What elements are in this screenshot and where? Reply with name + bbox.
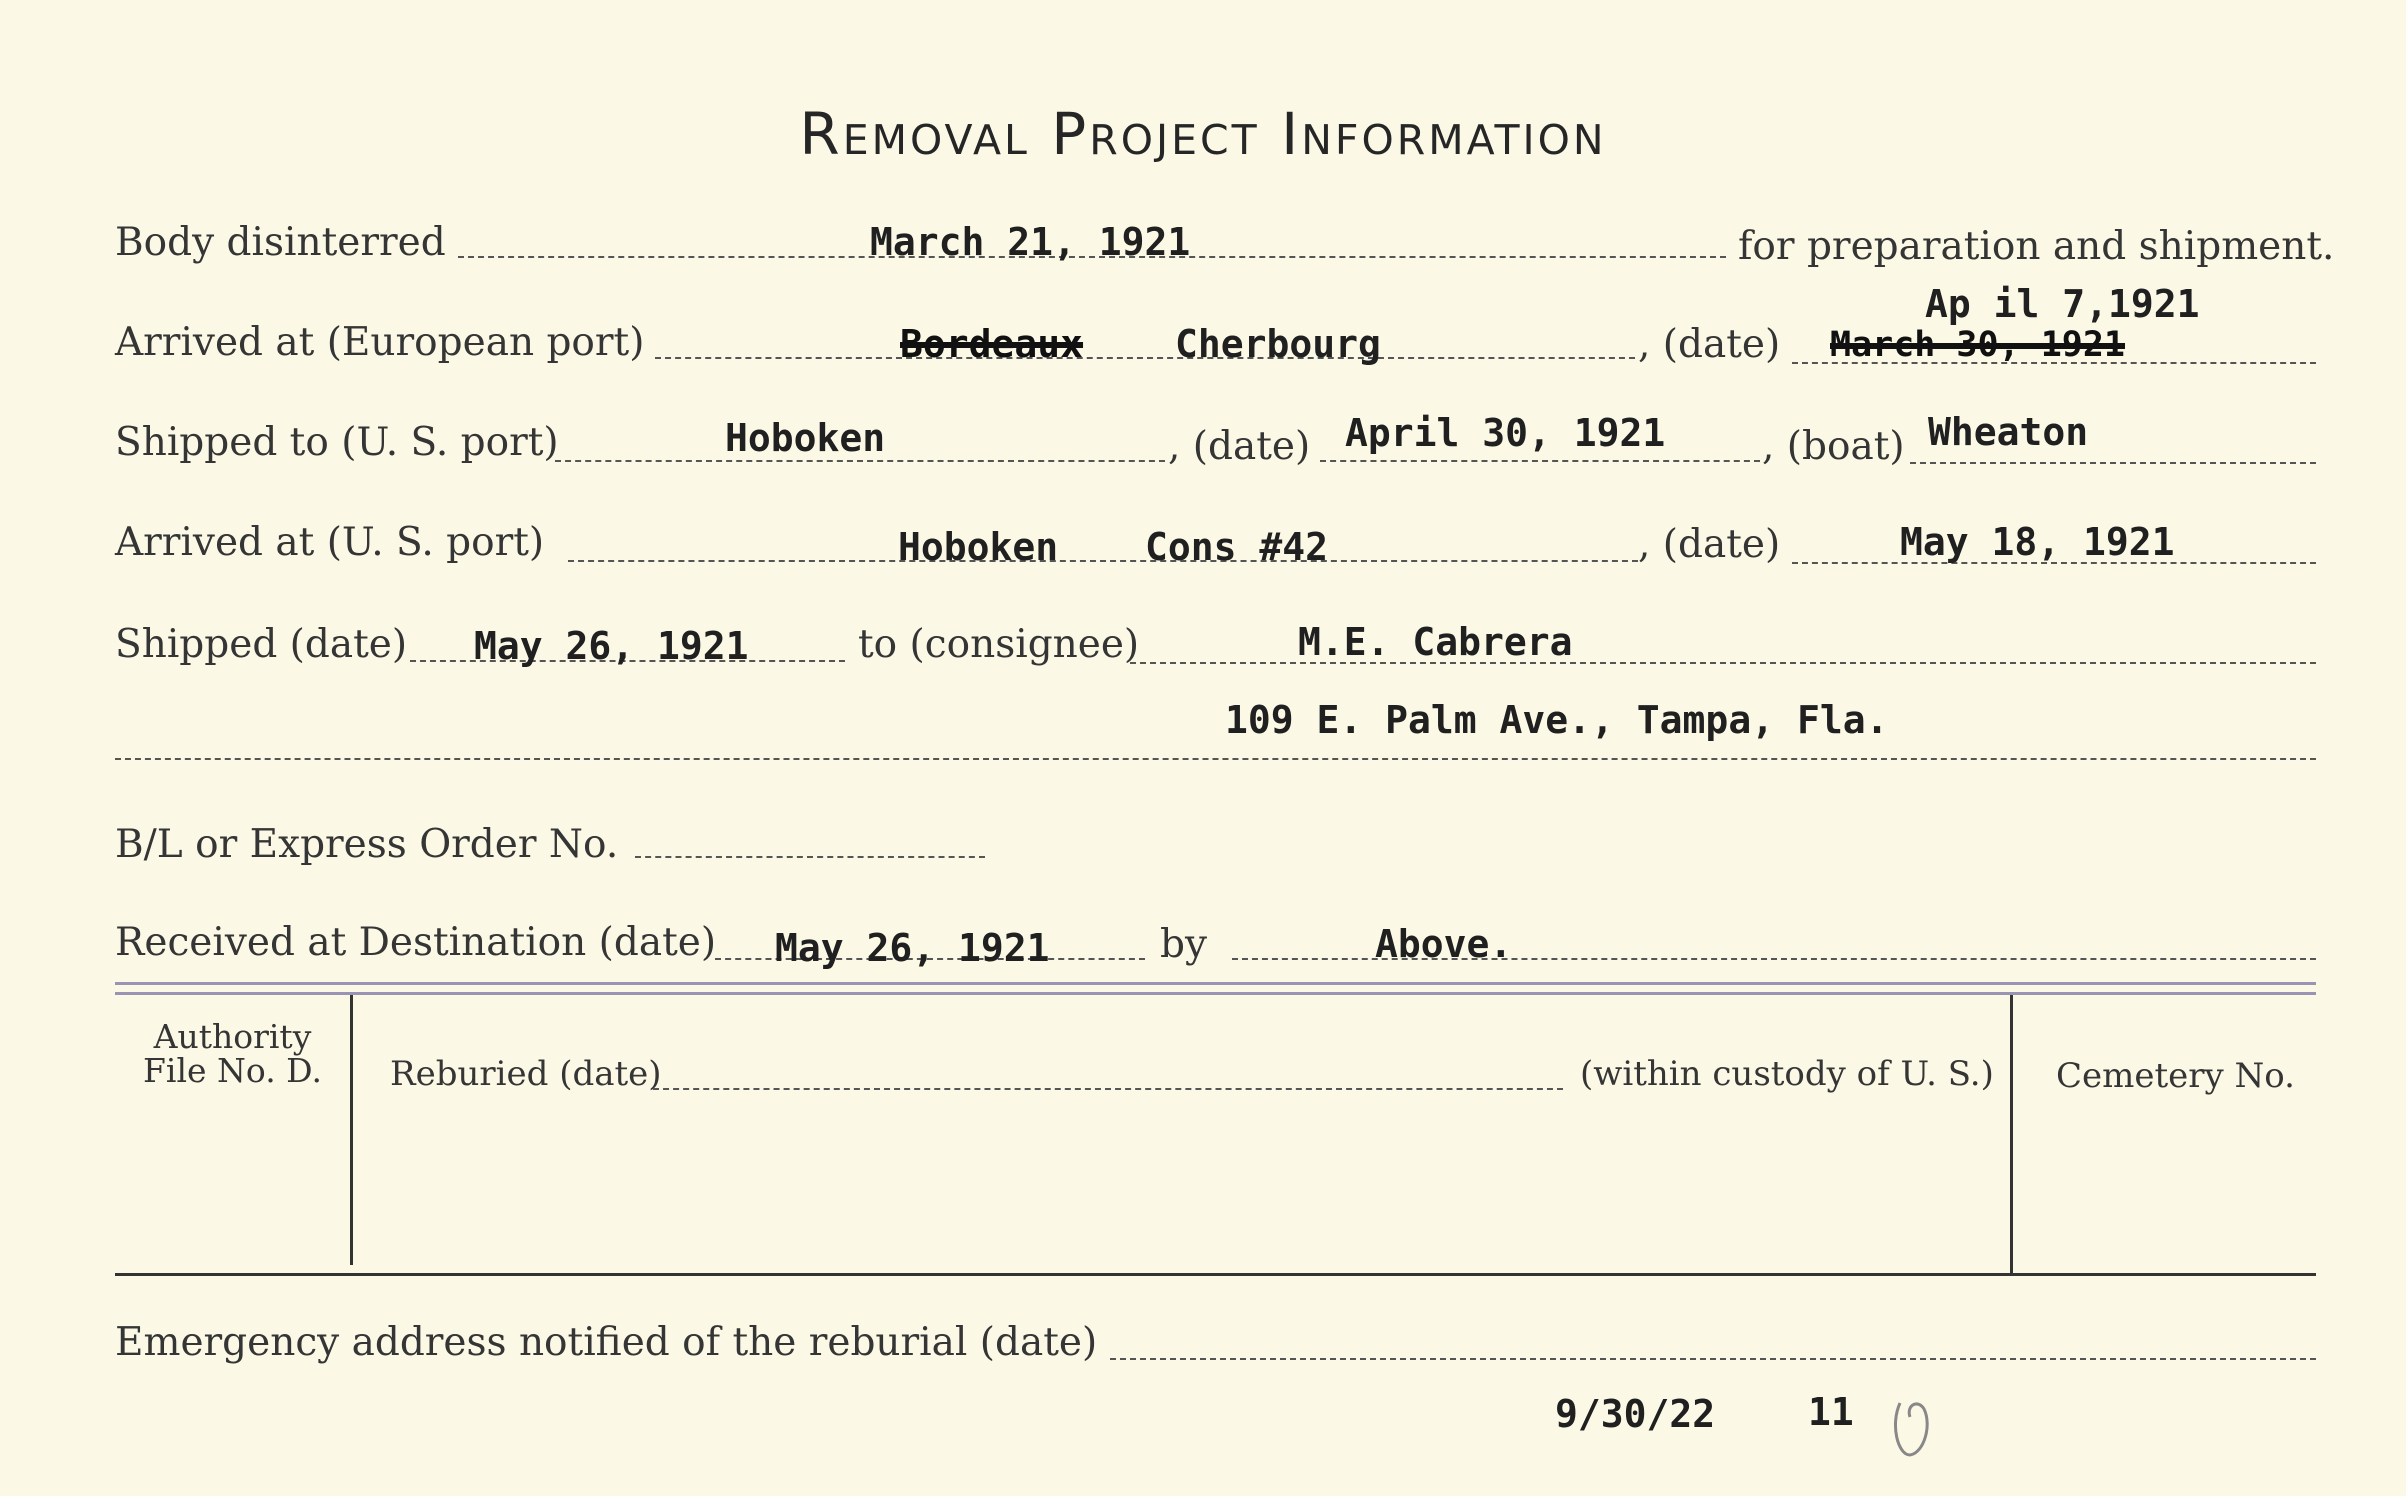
received-by-value: Above. xyxy=(1375,922,1513,966)
stamp-date: 9/30/22 xyxy=(1555,1392,1716,1436)
cemetery-label: Cemetery No. xyxy=(2056,1056,2295,1096)
reburied-line xyxy=(653,1088,1563,1090)
table-top-rule xyxy=(115,982,2316,985)
table-bottom-rule xyxy=(115,1273,2316,1276)
authority-label xyxy=(115,1017,350,1090)
consignee-address: 109 E. Palm Ave., Tampa, Fla. xyxy=(1225,698,1889,742)
reburied-label: Reburied (date) xyxy=(390,1054,662,1094)
shipped-us-label: Shipped to (U. S. port) xyxy=(115,420,559,465)
arrived-us-date-label: , (date) xyxy=(1638,522,1781,567)
shipped-us-date-value: April 30, 1921 xyxy=(1345,411,1666,455)
body-disinterred-label: Body disinterred xyxy=(115,220,446,265)
arrived-european-date-value: Ap il 7,1921 xyxy=(1925,282,2200,326)
arrived-european-value: Cherbourg xyxy=(1175,322,1381,366)
shipped-us-date-label: , (date) xyxy=(1168,424,1311,469)
shipped-us-line xyxy=(555,460,1165,462)
authority-label-line2: File No. D. xyxy=(143,1051,322,1090)
shipped-us-boat-value: Wheaton xyxy=(1928,410,2089,454)
received-value: May 26, 1921 xyxy=(775,926,1050,970)
shipped-date-label: Shipped (date) xyxy=(115,622,408,667)
bl-order-label: B/L or Express Order No. xyxy=(115,822,619,867)
arrived-european-struck-date: March 30, 1921 xyxy=(1830,325,2126,365)
table-divider-1 xyxy=(350,995,353,1265)
received-by-label: by xyxy=(1160,922,1207,967)
arrived-european-date-label: , (date) xyxy=(1638,322,1781,367)
shipped-us-boat-line xyxy=(1910,462,2316,464)
shipped-date-value: May 26, 1921 xyxy=(474,624,749,668)
shipped-us-value: Hoboken xyxy=(725,416,886,460)
authority-label-line1: Authority xyxy=(153,1017,312,1056)
arrived-us-label: Arrived at (U. S. port) xyxy=(115,520,545,565)
bl-order-line xyxy=(635,856,985,858)
body-disinterred-value: March 21, 1921 xyxy=(870,220,1191,264)
arrived-us-line xyxy=(568,560,1638,562)
stamp-code: 11 xyxy=(1808,1390,1854,1434)
body-disinterred-suffix: for preparation and shipment. xyxy=(1738,224,2335,269)
custody-label: (within custody of U. S.) xyxy=(1580,1054,1994,1094)
consignee-value: M.E. Cabrera xyxy=(1298,620,1573,664)
received-label: Received at Destination (date) xyxy=(115,920,717,965)
arrived-us-value: Hoboken xyxy=(898,525,1059,569)
shipped-us-boat-label: , (boat) xyxy=(1762,424,1905,469)
address-line xyxy=(115,758,2316,760)
consignee-label: to (consignee) xyxy=(858,622,1140,667)
table-divider-2 xyxy=(2010,995,2013,1273)
shipped-us-date-line xyxy=(1320,460,1760,462)
card-title: Removal Project Information xyxy=(799,100,1607,168)
pencil-mark-icon xyxy=(1888,1395,1948,1465)
arrived-us-date-value: May 18, 1921 xyxy=(1900,520,2175,564)
emergency-label: Emergency address notified of the reburial (date) xyxy=(115,1320,1098,1365)
emergency-line xyxy=(1110,1358,2316,1360)
arrived-us-extra: Cons #42 xyxy=(1145,525,1329,569)
arrived-european-label: Arrived at (European port) xyxy=(115,320,645,365)
table-top-rule-2 xyxy=(115,992,2316,995)
arrived-european-struck-value: Bordeaux xyxy=(900,322,1084,366)
arrived-european-line xyxy=(655,357,1635,359)
